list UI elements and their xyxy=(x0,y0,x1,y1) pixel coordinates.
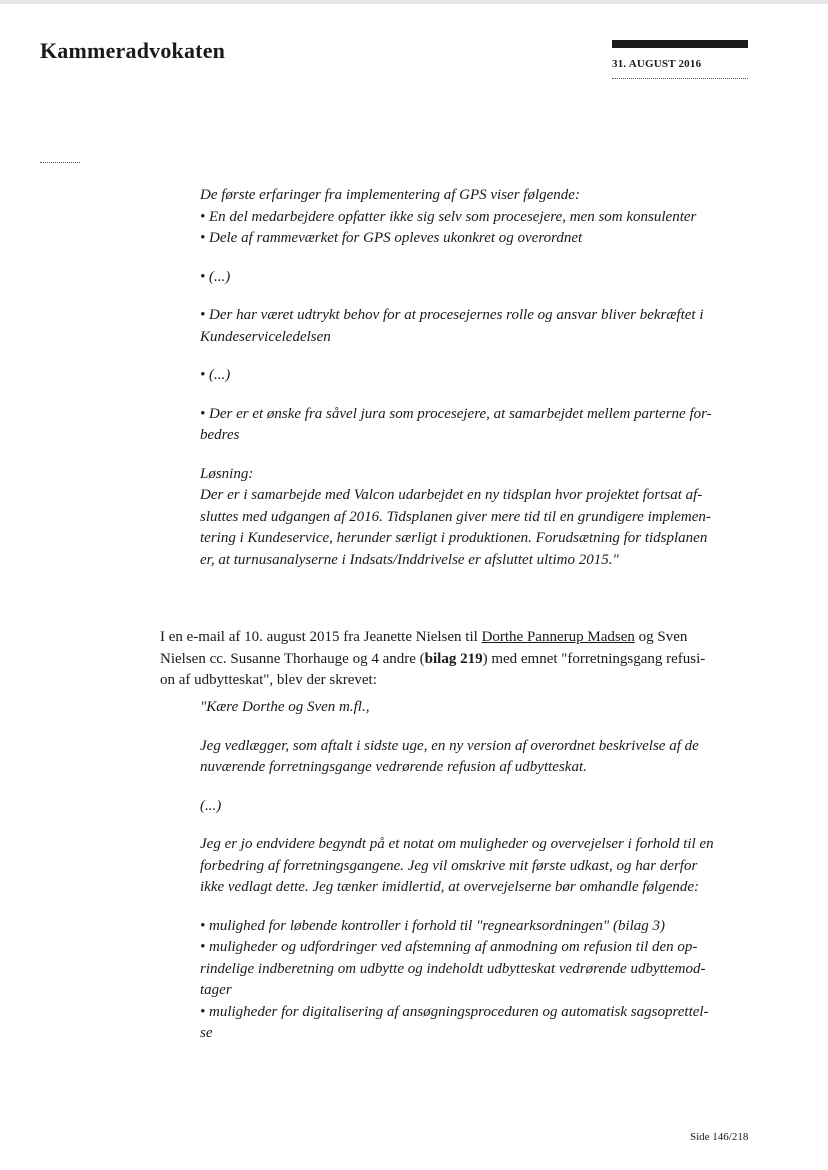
quote-block-1 xyxy=(200,185,748,571)
quote-bullet: • En del medarbejdere opfatter ikke sig selv som procesejere, men som konsulenter xyxy=(200,208,697,225)
quote-block-2 xyxy=(200,697,748,1045)
quote-bullet: • Der har været udtrykt behov for at procesejernes rolle og ansvar bliver bekræftet i xyxy=(200,307,704,323)
email-bullet: • mulighed for løbende kontroller i forhold til "regnearksordningen" (bilag 3) xyxy=(200,917,666,934)
quote-bullet: • Der er et ønske fra såvel jura som procesejere, at samarbejdet mellem parterne for- xyxy=(200,405,712,422)
underlined-name: Dorthe Pannerup Madsen xyxy=(481,629,635,645)
margin-dotted-line xyxy=(40,162,80,163)
header-dotted-line xyxy=(612,78,748,79)
quote-intro: De første erfaringer fra implementering af GPS viser følgende: xyxy=(200,187,580,203)
text-span: ) med emnet "forretningsgang refusi- xyxy=(482,650,706,667)
email-bullet-cont: tager xyxy=(200,982,232,998)
email-line: nuværende forretningsgange vedrørende refusion af udbytteskat. xyxy=(200,759,587,775)
email-bullet: • muligheder for digitalisering af ansøgningsproceduren og automatisk sagsoprettel- xyxy=(200,1003,709,1020)
email-line: Jeg vedlægger, som aftalt i sidste uge, en ny version af overordnet beskrivelse af de xyxy=(200,737,699,754)
quote-bullet-cont: Kundeserviceledelsen xyxy=(200,328,331,345)
email-bullet: • muligheder og udfordringer ved afstemning af anmodning om refusion til den op- xyxy=(200,939,698,955)
quote-ellipsis: • (...) xyxy=(200,268,231,285)
bilag-reference: bilag 219 xyxy=(424,650,483,667)
text-span: og Sven xyxy=(634,629,688,645)
quote-ellipsis: • (...) xyxy=(200,367,231,383)
main-line-1 xyxy=(160,627,748,649)
text-span: Nielsen cc. Susanne Thorhauge og 4 andre ( xyxy=(160,650,425,667)
email-ellipsis: (...) xyxy=(200,797,222,814)
email-greeting: "Kære Dorthe og Sven m.fl., xyxy=(200,699,370,715)
email-bullet-cont: se xyxy=(200,1025,213,1041)
page-number: Side 146/218 xyxy=(690,1131,749,1143)
document-date: 31. AUGUST 2016 xyxy=(612,58,702,70)
quote-bullet-cont: bedres xyxy=(200,427,240,443)
solution-line: tering i Kundeservice, herunder særligt i produktionen. Forudsætning for tidsplanen xyxy=(200,530,708,546)
solution-line: Der er i samarbejde med Valcon udarbejdet en ny tidsplan hvor projektet fortsat af- xyxy=(200,487,703,503)
email-line: ikke vedlagt dette. Jeg tænker imidlertid, at overvejelserne bør omhandle følgende: xyxy=(200,879,700,895)
main-line-2 xyxy=(160,649,748,671)
solution-label: Løsning: xyxy=(200,465,254,482)
quote-bullet: • Dele af rammeværket for GPS opleves ukonkret og overordnet xyxy=(200,230,583,246)
page-top-border xyxy=(0,0,828,4)
text-span: I en e-mail af 10. august 2015 fra Jeanette Nielsen til xyxy=(160,629,482,645)
solution-line: sluttes med udgangen af 2016. Tidsplanen giver mere tid til en grundigere implemen- xyxy=(200,508,711,525)
firm-name: Kammeradvokaten xyxy=(40,38,226,63)
main-paragraph xyxy=(160,627,748,692)
header-rule xyxy=(612,40,748,48)
main-line-3: on af udbytteskat", blev der skrevet: xyxy=(160,672,377,688)
email-bullet-cont: rindelige indberetning om udbytte og indeholdt udbytteskat vedrørende udbyttemod- xyxy=(200,960,706,977)
email-line: forbedring af forretningsgangene. Jeg vil omskrive mit første udkast, og har derfor xyxy=(200,857,698,874)
email-line: Jeg er jo endvidere begyndt på et notat om muligheder og overvejelser i forhold til en xyxy=(200,836,714,852)
solution-line: er, at turnusanalyserne i Indsats/Inddrivelse er afsluttet ultimo 2015." xyxy=(200,551,619,568)
